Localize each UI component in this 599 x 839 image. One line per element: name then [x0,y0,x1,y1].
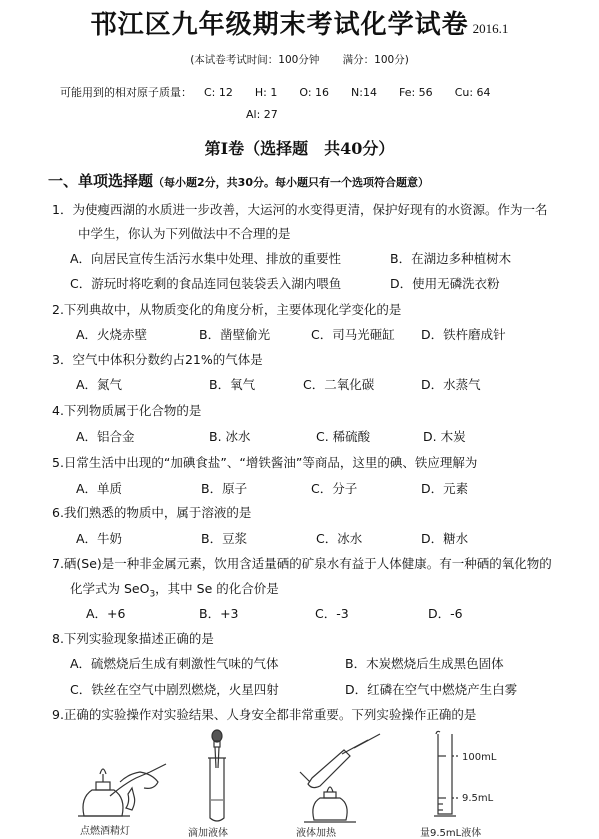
part-note: （每小题2分，共30分。每小题只有一个选项符合题意） [153,176,429,189]
caption-measuring-liquid: 量9.5mL液体 [420,828,482,839]
option-c: C．分子 [311,481,358,496]
option-a: A．硫燃烧后生成有刺激性气味的气体 [70,656,279,671]
option-a: A．单质 [76,481,123,496]
option-d: D．糖水 [421,531,469,546]
option-b: B．氧气 [209,377,256,392]
exam-score-note: 满分：100分) [342,54,409,66]
mass-c: C: 12 [204,86,233,99]
alcohol-lamp-lighting-figure [70,738,170,820]
exam-year: 2016.1 [472,21,509,36]
formula-question: ，其中 Se 的化合价是 [155,581,279,596]
mass-fe: Fe: 56 [398,86,433,99]
question-1-stem: 1．为使瘦西湖的水质进一步改善，大运河的水变得更清，保护好现有的水资源。作为一名 [52,202,548,217]
cylinder-mark-100ml: 100mL [462,752,497,763]
formula-text: 化学式为 SeO [70,581,150,596]
option-a: A．+6 [86,606,126,621]
option-c: C．-3 [315,606,349,621]
option-d: D. 木炭 [423,429,466,444]
question-4-stem: 4.下列物质属于化合物的是 [52,403,202,418]
option-a: A．向居民宣传生活污水集中处理、排放的重要性 [70,251,342,266]
mass-n: N:14 [351,86,377,99]
option-c: C．二氧化碳 [303,377,375,392]
section-title: 第Ⅰ卷（选择题 共40分） [204,139,395,158]
option-c: C．铁丝在空气中剧烈燃烧，火星四射 [70,682,279,697]
question-6-stem: 6.我们熟悉的物质中，属于溶液的是 [52,505,252,520]
dropping-liquid-figure [192,728,242,824]
measuring-cylinder-figure [430,728,510,822]
exam-time-note: (本试卷考试时间：100分钟 [190,54,320,66]
heating-liquid-figure [284,730,384,824]
option-c: C. 稀硫酸 [316,429,371,444]
option-b: B．原子 [201,481,248,496]
part-title: 一、单项选择题 [48,172,154,190]
formula-subscript: 3 [149,589,156,600]
mass-h: H: 1 [254,86,278,99]
masses-label: 可能用到的相对原子质量： [60,86,192,99]
option-a: A．火烧赤壁 [76,327,148,342]
caption-heating-liquid: 液体加热 [296,828,336,839]
question-3-stem: 3．空气中体积分数约占21%的气体是 [52,352,263,367]
mass-cu: Cu: 64 [454,86,491,99]
option-d: D．使用无磷洗衣粉 [390,276,500,291]
option-c: C．游玩时将吃剩的食品连同包装袋丢入湖内喂鱼 [70,276,342,291]
mass-o: O: 16 [299,86,330,99]
option-b: B．+3 [199,606,239,621]
mass-al: Al: 27 [246,108,278,121]
question-1-stem-cont: 中学生，你认为下列做法中不合理的是 [78,226,291,241]
option-d: D．-6 [428,606,463,621]
option-a: A．氮气 [76,377,123,392]
question-7-stem-cont [70,579,279,600]
option-a: A．牛奶 [76,531,123,546]
option-b: B．在湖边多种植树木 [390,251,512,266]
option-b: B．木炭燃烧后生成黑色固体 [345,656,504,671]
question-8-stem: 8.下列实验现象描述正确的是 [52,631,214,646]
exam-title: 邗江区九年级期末考试化学试卷 [90,10,469,40]
caption-lighting-lamp: 点燃酒精灯 [80,826,130,837]
atomic-masses [60,82,590,126]
experiment-figures [70,728,590,837]
caption-dropping-liquid: 滴加液体 [188,828,228,839]
option-d: D．红磷在空气中燃烧产生白雾 [345,682,518,697]
question-2-stem: 2.下列典故中，从物质变化的角度分析，主要体现化学变化的是 [52,302,402,317]
option-b: B．豆浆 [201,531,248,546]
title-row [0,4,599,41]
part-heading [48,170,593,191]
option-c: C．司马光砸缸 [311,327,395,342]
option-d: D．元素 [421,481,469,496]
question-7-stem: 7.硒(Se)是一种非金属元素，饮用含适量硒的矿泉水有益于人体健康。有一种硒的氧化物的 [52,556,552,571]
option-b: B．凿壁偷光 [199,327,271,342]
option-a: A．铝合金 [76,429,135,444]
option-c: C．冰水 [316,531,363,546]
cylinder-mark-9-5ml: 9.5mL [462,793,494,804]
exam-info [0,52,599,67]
option-d: D．水蒸气 [421,377,481,392]
question-9-stem: 9.正确的实验操作对实验结果、人身安全都非常重要。下列实验操作正确的是 [52,707,477,722]
question-5-stem: 5.日常生活中出现的“加碘食盐”、“增铁酱油”等商品，这里的碘、铁应理解为 [52,455,478,470]
option-d: D．铁杵磨成针 [421,327,506,342]
option-b: B. 冰水 [209,429,251,444]
